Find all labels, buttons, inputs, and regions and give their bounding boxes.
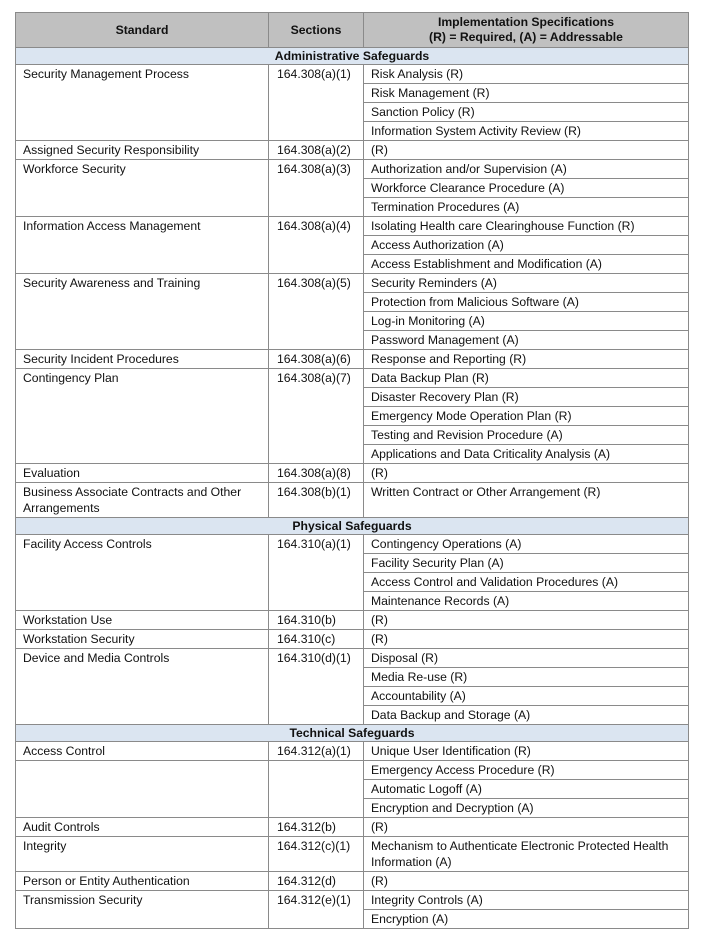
table-row <box>16 369 689 388</box>
specification-cell: Mechanism to Authenticate Electronic Protected Health Information (A) <box>364 837 689 872</box>
specification-cell: Workforce Clearance Procedure (A) <box>364 179 689 198</box>
specification-cell: Integrity Controls (A) <box>364 891 689 910</box>
specification-cell: Encryption (A) <box>364 910 689 929</box>
standard-cell: Workforce Security <box>16 160 269 217</box>
hipaa-safeguards-table <box>15 12 689 929</box>
standard-cell: Security Awareness and Training <box>16 274 269 350</box>
table-row <box>16 65 689 84</box>
table-row <box>16 483 689 518</box>
specification-cell: Emergency Mode Operation Plan (R) <box>364 407 689 426</box>
section-cell: 164.312(a)(1) <box>269 742 364 761</box>
category-row <box>16 518 689 535</box>
specification-cell: (R) <box>364 818 689 837</box>
specification-cell: Maintenance Records (A) <box>364 592 689 611</box>
table-header-row <box>16 13 689 48</box>
table-row <box>16 818 689 837</box>
header-specifications <box>364 13 689 48</box>
table-row <box>16 611 689 630</box>
specification-cell: Data Backup Plan (R) <box>364 369 689 388</box>
specification-cell: Security Reminders (A) <box>364 274 689 293</box>
table-row <box>16 350 689 369</box>
section-cell: 164.308(a)(7) <box>269 369 364 464</box>
specification-cell: Automatic Logoff (A) <box>364 780 689 799</box>
section-cell: 164.308(a)(5) <box>269 274 364 350</box>
standard-cell: Transmission Security <box>16 891 269 929</box>
standard-cell: Device and Media Controls <box>16 649 269 725</box>
table-row <box>16 630 689 649</box>
specification-cell: Information System Activity Review (R) <box>364 122 689 141</box>
section-cell: 164.310(b) <box>269 611 364 630</box>
header-standard: Standard <box>16 13 269 48</box>
section-cell: 164.312(e)(1) <box>269 891 364 929</box>
specification-cell: Password Management (A) <box>364 331 689 350</box>
specification-cell: Access Control and Validation Procedures (A) <box>364 573 689 592</box>
table-row <box>16 274 689 293</box>
specification-cell: (R) <box>364 464 689 483</box>
header-spec-line1: Implementation Specifications <box>437 15 615 29</box>
specification-cell: Media Re-use (R) <box>364 668 689 687</box>
category-title: Technical Safeguards <box>16 725 689 742</box>
standard-cell: Person or Entity Authentication <box>16 872 269 891</box>
standard-cell: Business Associate Contracts and Other Arrangements <box>16 483 269 518</box>
section-cell: 164.308(a)(1) <box>269 65 364 141</box>
section-cell: 164.308(b)(1) <box>269 483 364 518</box>
specification-cell: Accountability (A) <box>364 687 689 706</box>
header-sections: Sections <box>269 13 364 48</box>
specification-cell: Applications and Data Criticality Analysis (A) <box>364 445 689 464</box>
section-cell: 164.308(a)(3) <box>269 160 364 217</box>
section-cell: 164.312(d) <box>269 872 364 891</box>
table-body <box>16 48 689 929</box>
category-title: Physical Safeguards <box>16 518 689 535</box>
standard-cell: Assigned Security Responsibility <box>16 141 269 160</box>
specification-cell: Authorization and/or Supervision (A) <box>364 160 689 179</box>
section-cell: 164.310(d)(1) <box>269 649 364 725</box>
specification-cell: Emergency Access Procedure (R) <box>364 761 689 780</box>
table-row <box>16 535 689 554</box>
specification-cell: Termination Procedures (A) <box>364 198 689 217</box>
specification-cell: Risk Management (R) <box>364 84 689 103</box>
specification-cell: Sanction Policy (R) <box>364 103 689 122</box>
standard-cell: Workstation Security <box>16 630 269 649</box>
table-row <box>16 742 689 761</box>
section-cell: 164.312(c)(1) <box>269 837 364 872</box>
section-cell: 164.308(a)(8) <box>269 464 364 483</box>
specification-cell: Testing and Revision Procedure (A) <box>364 426 689 445</box>
specification-cell: (R) <box>364 872 689 891</box>
specification-cell: Disaster Recovery Plan (R) <box>364 388 689 407</box>
specification-cell: (R) <box>364 611 689 630</box>
table-row <box>16 160 689 179</box>
specification-cell: Access Establishment and Modification (A) <box>364 255 689 274</box>
section-cell: 164.310(c) <box>269 630 364 649</box>
specification-cell: (R) <box>364 141 689 160</box>
standard-cell <box>16 761 269 818</box>
standard-cell: Workstation Use <box>16 611 269 630</box>
category-row <box>16 48 689 65</box>
header-spec-line2: (R) = Required, (A) = Addressable <box>429 30 623 44</box>
table-row <box>16 217 689 236</box>
specification-cell: (R) <box>364 630 689 649</box>
specification-cell: Disposal (R) <box>364 649 689 668</box>
specification-cell: Isolating Health care Clearinghouse Function (R) <box>364 217 689 236</box>
specification-cell: Risk Analysis (R) <box>364 65 689 84</box>
standard-cell: Information Access Management <box>16 217 269 274</box>
specification-cell: Written Contract or Other Arrangement (R) <box>364 483 689 518</box>
section-cell: 164.308(a)(2) <box>269 141 364 160</box>
specification-cell: Data Backup and Storage (A) <box>364 706 689 725</box>
specification-cell: Unique User Identification (R) <box>364 742 689 761</box>
standard-cell: Access Control <box>16 742 269 761</box>
standard-cell: Security Management Process <box>16 65 269 141</box>
specification-cell: Response and Reporting (R) <box>364 350 689 369</box>
specification-cell: Log-in Monitoring (A) <box>364 312 689 331</box>
specification-cell: Access Authorization (A) <box>364 236 689 255</box>
standard-cell: Facility Access Controls <box>16 535 269 611</box>
table-row <box>16 141 689 160</box>
table-row <box>16 464 689 483</box>
standard-cell: Integrity <box>16 837 269 872</box>
table-row <box>16 649 689 668</box>
standard-cell: Evaluation <box>16 464 269 483</box>
table-row <box>16 837 689 872</box>
specification-cell: Facility Security Plan (A) <box>364 554 689 573</box>
specification-cell: Encryption and Decryption (A) <box>364 799 689 818</box>
specification-cell: Contingency Operations (A) <box>364 535 689 554</box>
table-row <box>16 872 689 891</box>
standard-cell: Security Incident Procedures <box>16 350 269 369</box>
standard-cell: Audit Controls <box>16 818 269 837</box>
standard-cell: Contingency Plan <box>16 369 269 464</box>
section-cell: 164.310(a)(1) <box>269 535 364 611</box>
section-cell: 164.308(a)(6) <box>269 350 364 369</box>
category-row <box>16 725 689 742</box>
section-cell <box>269 761 364 818</box>
table-row <box>16 761 689 780</box>
section-cell: 164.308(a)(4) <box>269 217 364 274</box>
category-title: Administrative Safeguards <box>16 48 689 65</box>
specification-cell: Protection from Malicious Software (A) <box>364 293 689 312</box>
section-cell: 164.312(b) <box>269 818 364 837</box>
table-row <box>16 891 689 910</box>
